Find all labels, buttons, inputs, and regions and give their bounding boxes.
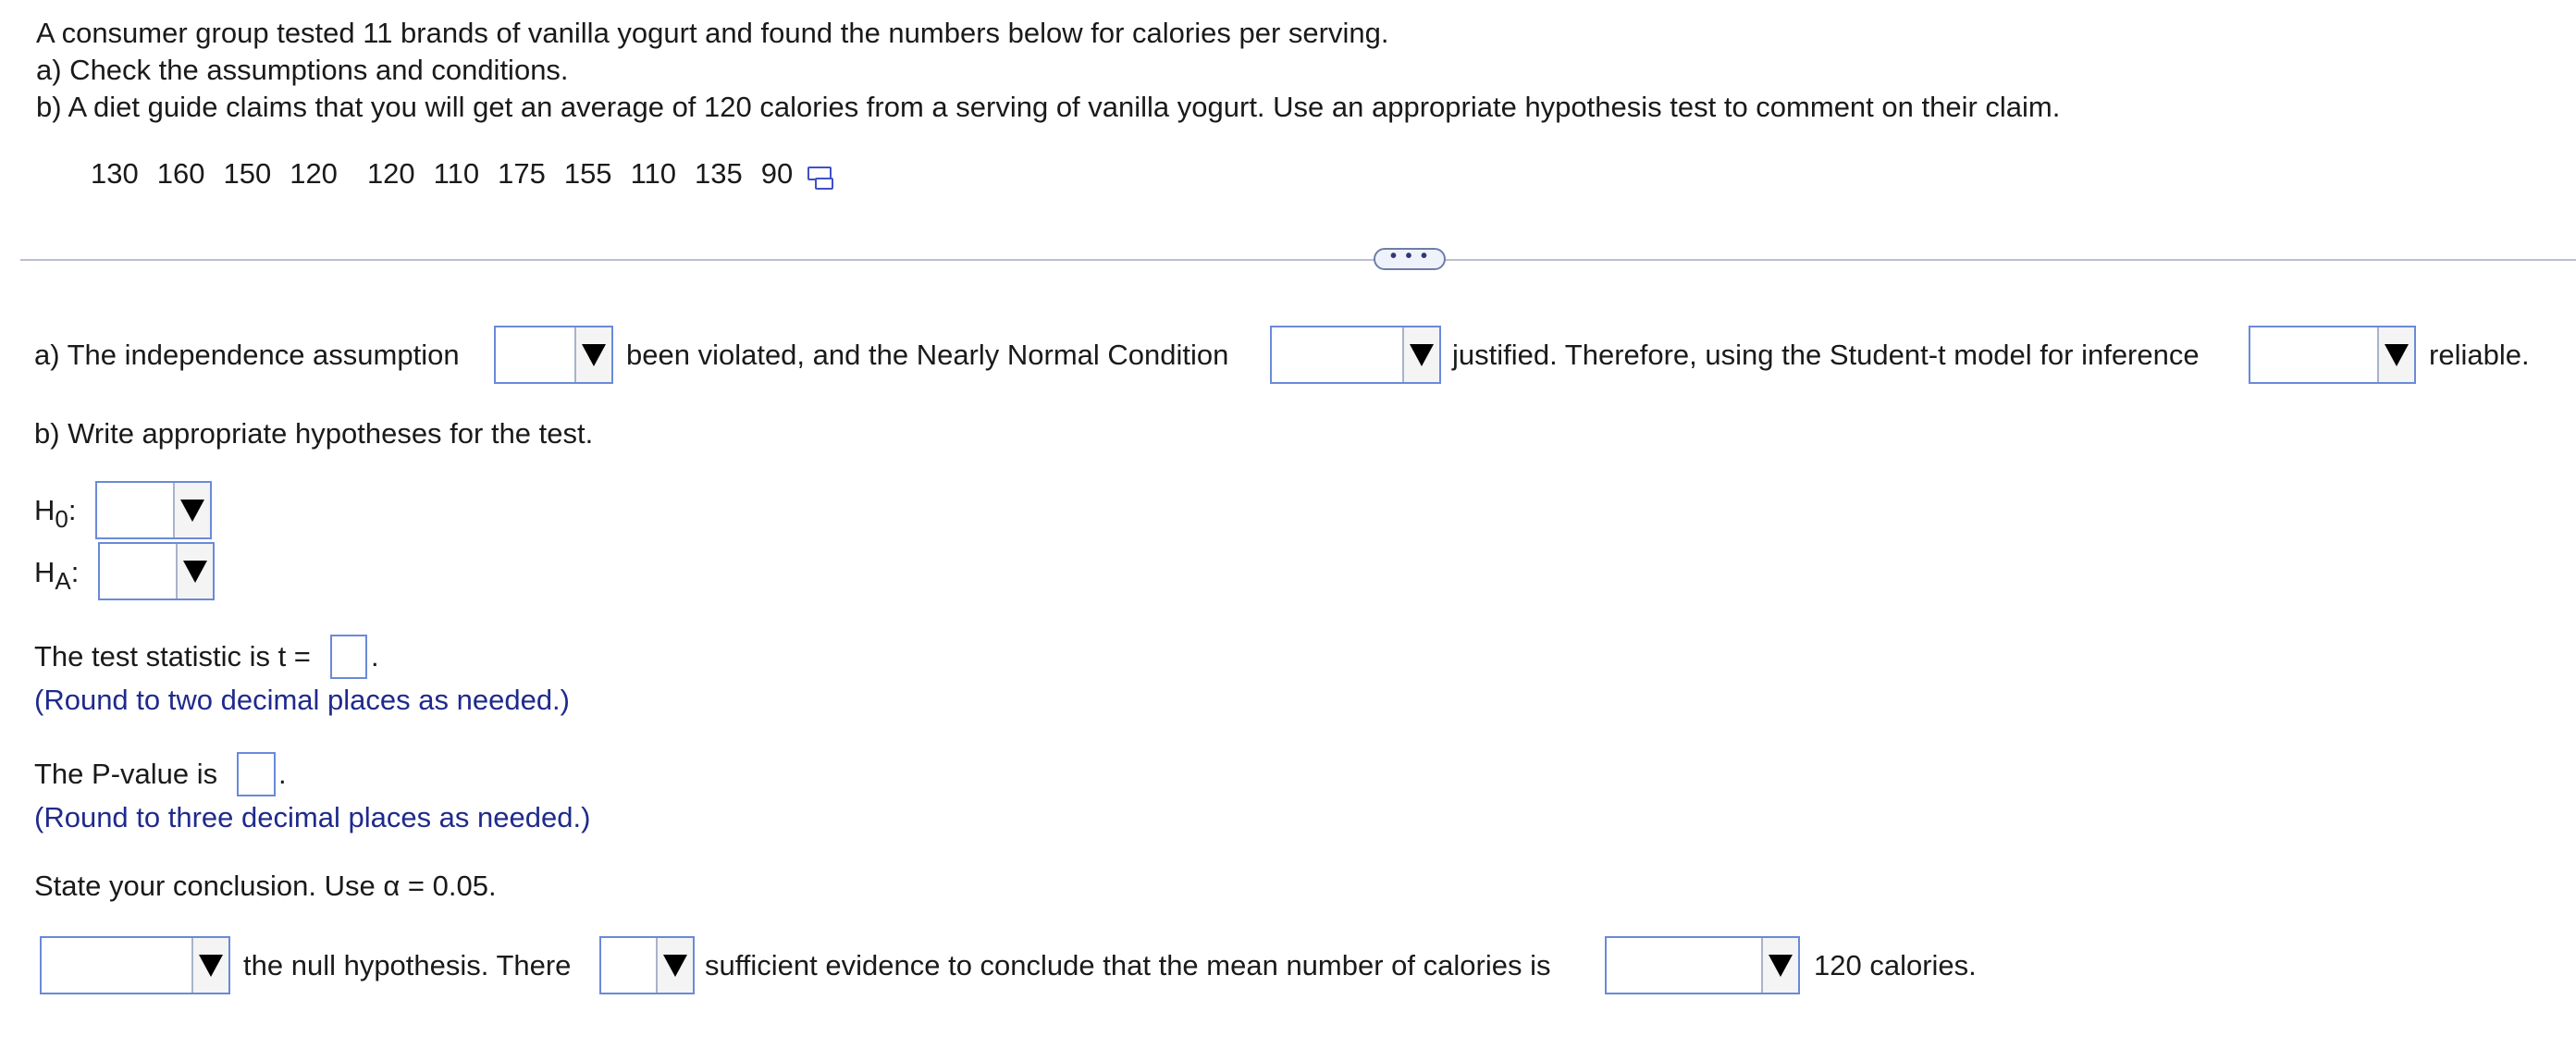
part-a-instruction: a) Check the assumptions and conditions. xyxy=(36,54,569,86)
data-value: 160 xyxy=(156,157,205,190)
p-value-period: . xyxy=(278,758,287,790)
dropdown-triangle-icon xyxy=(191,938,228,993)
part-a-mid1: been violated, and the Nearly Normal Condition xyxy=(626,339,1229,371)
test-statistic-input[interactable] xyxy=(330,635,367,679)
problem-statement: A consumer group tested 11 brands of vanilla yogurt and found the numbers below for calories per serving. xyxy=(36,17,1389,49)
alternative-hypothesis-dropdown[interactable] xyxy=(98,542,215,600)
section-divider xyxy=(20,259,2576,261)
part-b-instruction: b) A diet guide claims that you will get an average of 120 calories from a serving of vanilla yogurt. Use an appropriate hypothesis test to comment on their claim. xyxy=(36,91,2061,123)
reject-decision-dropdown[interactable] xyxy=(40,936,230,994)
p-value-input[interactable] xyxy=(237,752,276,796)
data-value: 110 xyxy=(630,157,676,190)
dropdown-triangle-icon xyxy=(173,483,210,537)
part-b-prompt: b) Write appropriate hypotheses for the test. xyxy=(34,417,594,450)
data-value: 135 xyxy=(694,157,743,190)
comparison-dropdown[interactable] xyxy=(1605,936,1800,994)
null-hypothesis-label: $H_0$: xyxy=(34,494,77,533)
ellipsis-icon[interactable]: • • • xyxy=(1374,248,1446,270)
p-value-label: The P-value is xyxy=(34,758,218,790)
nearly-normal-dropdown[interactable] xyxy=(1270,326,1441,384)
part-a-prefix: a) The independence assumption xyxy=(34,339,460,371)
part-a-mid2: justified. Therefore, using the Student-t model for inference xyxy=(1452,339,2200,371)
null-hypothesis-dropdown[interactable] xyxy=(95,481,212,539)
data-value: 175 xyxy=(498,157,546,190)
dropdown-triangle-icon xyxy=(656,938,693,993)
test-statistic-period: . xyxy=(371,640,379,673)
dropdown-triangle-icon xyxy=(574,327,611,382)
round-three-hint: (Round to three decimal places as needed.) xyxy=(34,801,591,833)
data-value: 120 xyxy=(290,157,338,190)
conclusion-prompt: State your conclusion. Use α = 0.05. xyxy=(34,870,497,902)
data-value: 90 xyxy=(760,157,794,190)
alternative-hypothesis-label: $H_A$: xyxy=(34,556,80,595)
conclusion-mid2: sufficient evidence to conclude that the mean number of calories is xyxy=(705,949,1551,981)
independence-dropdown[interactable] xyxy=(494,326,613,384)
dropdown-triangle-icon xyxy=(1402,327,1439,382)
data-value: 150 xyxy=(223,157,272,190)
data-value: 120 xyxy=(366,157,415,190)
conclusion-suffix: 120 calories. xyxy=(1814,949,1977,981)
data-value: 110 xyxy=(433,157,480,190)
dropdown-triangle-icon xyxy=(2377,327,2414,382)
conclusion-mid1: the null hypothesis. There xyxy=(243,949,572,981)
dropdown-triangle-icon xyxy=(1761,938,1798,993)
data-table-icon[interactable] xyxy=(807,167,833,189)
data-value: 155 xyxy=(563,157,612,190)
part-a-suffix: reliable. xyxy=(2429,339,2530,371)
calorie-data-values xyxy=(91,155,833,192)
dropdown-triangle-icon xyxy=(176,544,213,599)
test-statistic-label: The test statistic is t = xyxy=(34,640,311,673)
evidence-dropdown[interactable] xyxy=(599,936,695,994)
round-two-hint: (Round to two decimal places as needed.) xyxy=(34,684,570,716)
reliability-dropdown[interactable] xyxy=(2249,326,2416,384)
data-value: 130 xyxy=(91,157,139,190)
